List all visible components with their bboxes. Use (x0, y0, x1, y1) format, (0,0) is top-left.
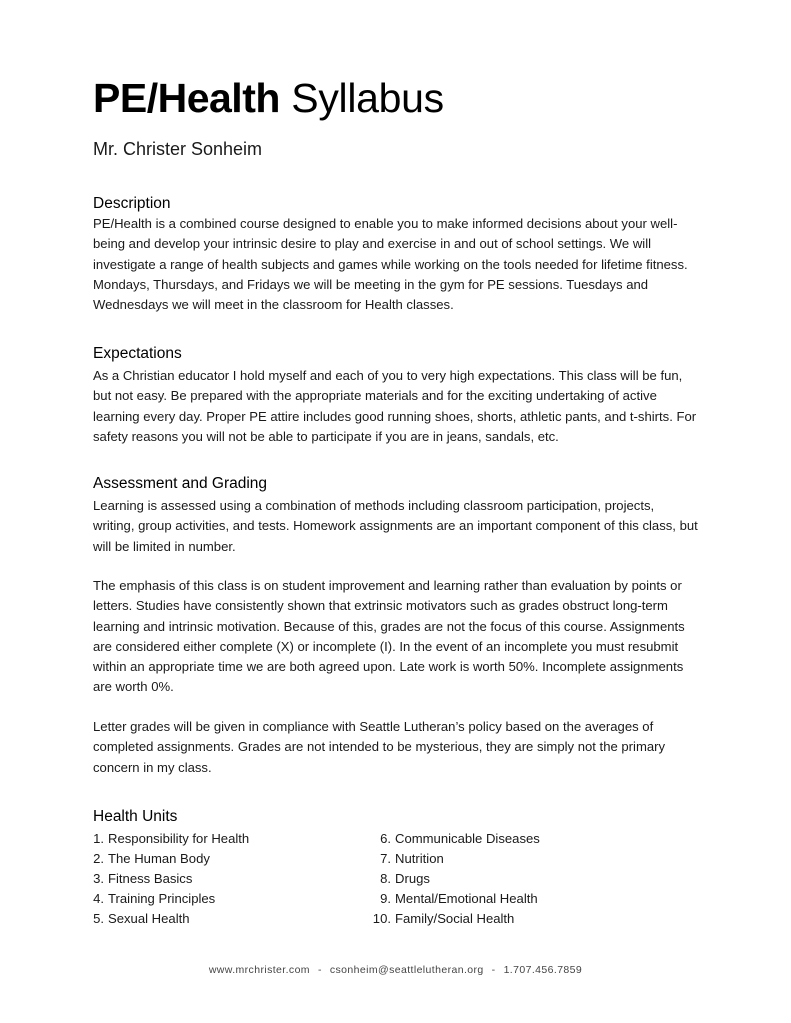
health-units-heading: Health Units (93, 808, 178, 825)
footer-separator: - (491, 964, 496, 976)
unit-label: Training Principles (108, 891, 216, 907)
list-item (371, 829, 540, 849)
description-heading: Description (93, 195, 171, 212)
unit-label: Responsibility for Health (108, 831, 250, 846)
phone-number: 1.707.456.7859 (503, 964, 583, 976)
description-text: PE/Health is a combined course designed to enable you to make informed decisions about your well-being and develop your intrinsic desire to play and exercise in and out of school settings. We will investigate a range of health subjects and games while working on the tools needed for lifetime fitness. Mondays, Thursdays, and Fridays we will be meeting in the gym for PE sessions. Tuesdays and Wednesdays we will meet in the classroom for Health classes. (93, 216, 688, 313)
unit-number: 6. (380, 831, 391, 846)
title-light: Syllabus (291, 75, 444, 121)
unit-label: Family/Social Health (395, 911, 515, 927)
unit-label: Sexual Health (108, 911, 190, 927)
unit-label: Drugs (395, 871, 430, 887)
assessment-paragraph-1: Learning is assessed using a combination of methods including classroom participation, projects, writing, group activities, and tests. Homework assignments are an important component of this class, but will be limited in number. (93, 498, 698, 554)
teacher-name: Mr. Christer Sonheim (93, 139, 263, 159)
contact-footer (0, 963, 791, 977)
unit-number: 4. (93, 891, 104, 907)
unit-number: 5. (93, 911, 104, 927)
unit-number: 2. (93, 851, 104, 867)
unit-number: 3. (93, 871, 104, 887)
list-item (93, 869, 249, 889)
list-item (93, 889, 249, 909)
email-link[interactable]: csonheim@seattlelutheran.org (329, 964, 484, 976)
expectations-text: As a Christian educator I hold myself and each of you to very high expectations. This class will be fun, but not easy. Be prepared with the appropriate materials and for the exciting undertaking of active learning every day. Proper PE attire includes good running shoes, shorts, athletic pants, and t-shirts. For safety reasons you will not be able to participate if you are in jeans, sandals, etc. (93, 368, 697, 444)
page-title (93, 74, 444, 122)
unit-label: Nutrition (395, 851, 444, 867)
unit-number: 1. (93, 831, 104, 846)
list-item (93, 849, 249, 869)
list-item (93, 909, 249, 929)
website-link[interactable]: www.mrchrister.com (208, 964, 310, 976)
unit-number: 7. (380, 851, 391, 867)
footer-separator: - (317, 964, 322, 976)
health-units-column-right (371, 829, 540, 929)
unit-label: The Human Body (108, 851, 210, 867)
list-item (371, 869, 540, 889)
expectations-heading: Expectations (93, 345, 182, 362)
list-item (371, 849, 540, 869)
unit-number: 8. (380, 871, 391, 887)
unit-label: Mental/Emotional Health (395, 891, 538, 907)
title-bold: PE/Health (93, 75, 280, 121)
list-item (371, 889, 540, 909)
unit-label: Communicable Diseases (395, 831, 540, 846)
health-units-column-left (93, 829, 249, 929)
assessment-heading: Assessment and Grading (93, 475, 268, 492)
unit-label: Fitness Basics (108, 871, 193, 887)
list-item (93, 829, 249, 849)
unit-number: 9. (380, 891, 391, 907)
list-item (371, 909, 540, 929)
assessment-paragraph-3: Letter grades will be given in compliance with Seattle Lutheran’s policy based on the averages of completed assignments. Grades are not intended to be mysterious, they are simply not the primary concern in my class. (93, 719, 666, 775)
unit-number: 10. (372, 911, 391, 927)
assessment-paragraph-2: The emphasis of this class is on student improvement and learning rather than evaluation by points or letters. Studies have consistently shown that extrinsic motivators such as grades obstruct long-term learning and intrinsic motivation. Because of this, grades are not the focus of this course. Assignments are considered either complete (X) or incomplete (I). In the event of an incomplete you must resubmit within an appropriate time we are both agreed upon. Late work is worth 50%. Incomplete assignments are worth 0%. (93, 578, 685, 695)
